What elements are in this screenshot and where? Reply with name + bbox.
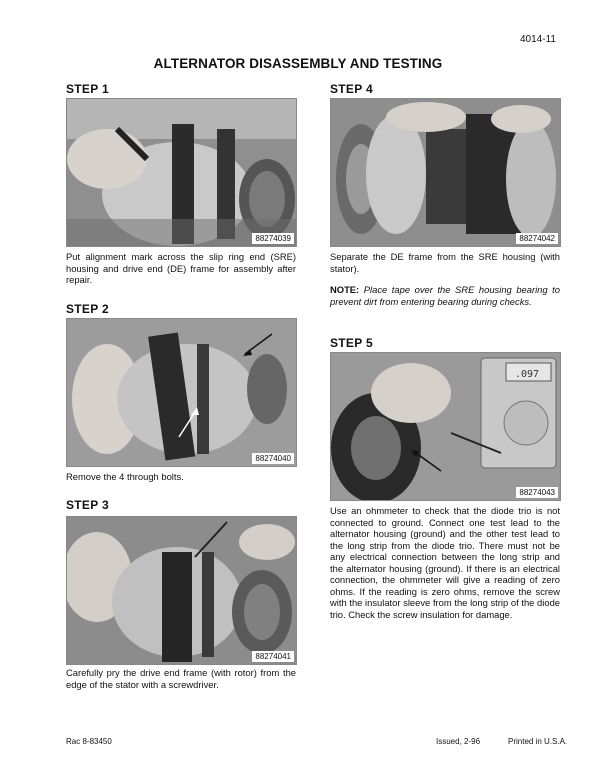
page-number: 4014-11 [520,34,556,45]
footer-printed-in: Printed in U.S.A. [508,737,568,746]
step-5-photo [330,352,561,501]
figure-number: 88274042 [516,233,558,244]
figure-number: 88274039 [252,233,294,244]
step-5-text: Use an ohmmeter to check that the diode trio is not connected to ground. Connect one test lead to the alternator housing (ground) and the other test lead to the long strip from the diode trio. There must not be any electrical connection between the long strip and the alternator housing (ground). If there is an electrical connection, the ohmmeter will give a reading of zero ohms. If the reading is zero ohms, remove the screw with the insulator sleeve from the long strip of the diode trio. Check the screw insulation for damage. [330,505,560,620]
step-2-heading: STEP 2 [66,302,109,316]
step-4-heading: STEP 4 [330,82,373,96]
alternator-separated-image [331,99,560,246]
step-3-photo [66,516,297,665]
figure-number: 88274040 [252,453,294,464]
step-1-text: Put alignment mark across the slip ring end (SRE) housing and drive end (DE) frame for assembly after repair. [66,251,296,285]
step-5-heading: STEP 5 [330,336,373,350]
alternator-through-bolts-image [67,319,296,466]
step-1-heading: STEP 1 [66,82,109,96]
step-4-note [330,284,560,307]
footer-document-number: Rac 8-83450 [66,737,112,746]
ohmmeter-test-image [331,353,560,500]
step-4-text: Separate the DE frame from the SRE housing (with stator). [330,251,560,274]
figure-number: 88274041 [252,651,294,662]
step-1-photo [66,98,297,247]
note-label: NOTE: [330,284,360,295]
step-3-text: Carefully pry the drive end frame (with rotor) from the edge of the stator with a screwdriver. [66,667,296,690]
step-2-text: Remove the 4 through bolts. [66,471,184,482]
alternator-prying-image [67,517,296,664]
meter-reading: .097 [515,369,540,380]
page-title: ALTERNATOR DISASSEMBLY AND TESTING [153,56,443,71]
alternator-slip-ring-marking-image [67,99,296,246]
footer-issued-date: Issued, 2-96 [436,737,481,746]
note-text: Place tape over the SRE housing bearing to prevent dirt from entering bearing during checks. [330,284,560,307]
step-4-photo [330,98,561,247]
step-2-photo [66,318,297,467]
figure-number: 88274043 [516,487,558,498]
step-3-heading: STEP 3 [66,498,109,512]
